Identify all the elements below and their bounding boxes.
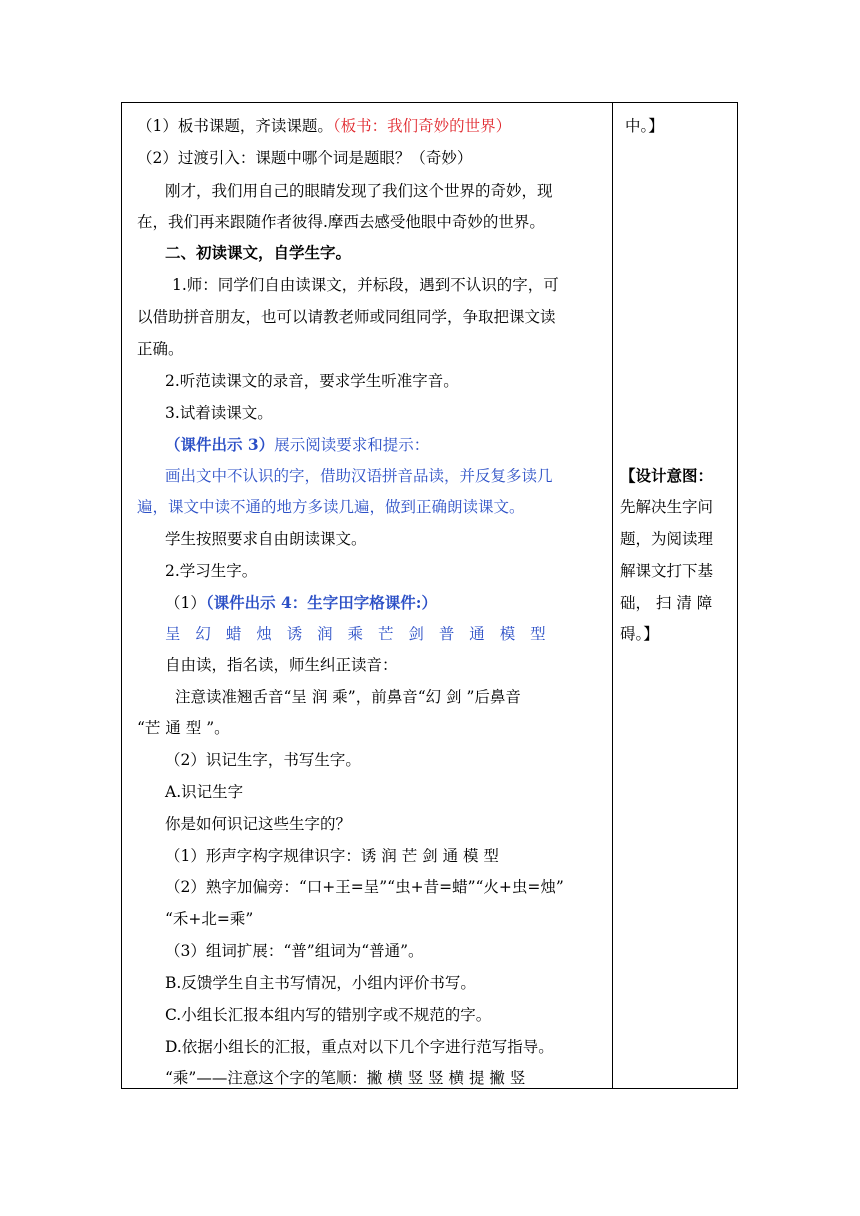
paragraph-line: A.识记生字 (165, 783, 244, 801)
column-divider (612, 102, 613, 1089)
side-note: 解课文打下基 (620, 562, 714, 580)
paragraph-line: B.反馈学生自主书写情况，小组内评价书写。 (165, 974, 476, 992)
paragraph-line-blue: 遍，课文中读不通的地方多读几遍，做到正确朗读课文。 (137, 498, 525, 516)
paragraph-line: 学生按照要求自由朗读课文。 (165, 530, 367, 548)
paragraph-line: 以借助拼音朋友，也可以请教老师或同组同学，争取把课文读 (137, 308, 556, 326)
paragraph-line: 你是如何识记这些生字的？ (165, 815, 352, 833)
paragraph-line: 在，我们再来跟随作者彼得.摩西去感受他眼中奇妙的世界。 (137, 213, 545, 231)
paragraph-line: 3.试着读课文。 (165, 404, 273, 422)
design-intent-heading: 【设计意图： (620, 466, 714, 485)
side-note: 中。】 (625, 117, 664, 135)
paragraph-line: C.小组长汇报本组内写的错别字或不规范的字。 (165, 1006, 492, 1024)
new-characters: 呈 幻 蜡 烛 诱 润 乘 芒 剑 普 通 模 型 (165, 625, 551, 643)
paragraph-line: 刚才，我们用自己的眼睛发现了我们这个世界的奇妙，现 (165, 182, 553, 200)
paragraph-line: “乘”——注意这个字的笔顺：撇 横 竖 竖 横 提 撇 竖 (165, 1069, 526, 1087)
step-transition: （2）过渡引入：课题中哪个词是题眼？（奇妙） (137, 149, 473, 167)
paragraph-line: “禾+北=乘” (165, 910, 254, 928)
paragraph-line: 2.听范读课文的录音，要求学生听准字音。 (165, 372, 459, 390)
paragraph-line: 1.师：同学们自由读课文，并标段，遇到不认识的字，可 (172, 276, 559, 294)
paragraph-line: （2）识记生字，书写生字。 (165, 751, 361, 769)
paragraph-line: （2）熟字加偏旁：“口+王=呈”“虫+昔=蜡”“火+虫=烛” (165, 878, 564, 896)
side-note: 先解决生字问 (620, 498, 714, 516)
step-blackboard-title: （1）板书课题，齐读课题。（板书：我们奇妙的世界） (137, 117, 512, 135)
paragraph-line-blue: 画出文中不认识的字，借助汉语拼音品读，并反复多读几 (165, 467, 553, 485)
blackboard-note: （板书：我们奇妙的世界） (332, 117, 512, 135)
paragraph-line: 自由读，指名读，师生纠正读音： (165, 656, 398, 674)
paragraph-line: 注意读准翘舌音“呈 润 乘”，前鼻音“幻 剑 ”后鼻音 (175, 688, 521, 706)
side-note: 题，为阅读理 (620, 530, 714, 548)
section-heading: 二、初读课文，自学生字。 (165, 243, 352, 262)
paragraph-line: D.依据小组长的汇报，重点对以下几个字进行范写指导。 (165, 1038, 554, 1056)
paragraph-line: （1）形声字构字规律识字：诱 润 芒 剑 通 模 型 (165, 847, 499, 865)
courseware-note: （课件出示 3）展示阅读要求和提示： (165, 435, 430, 454)
courseware-note: （1）（课件出示 4：生字田字格课件:） (165, 593, 438, 612)
paragraph-line: （3）组词扩展：“普”组词为“普通”。 (165, 942, 424, 960)
paragraph-line: “芒 通 型 ”。 (137, 719, 230, 737)
side-note: 碍。】 (620, 625, 659, 643)
side-note: 础， 扫 清 障 (620, 594, 713, 612)
paragraph-line: 正确。 (137, 340, 184, 358)
paragraph-line: 2.学习生字。 (165, 562, 258, 580)
